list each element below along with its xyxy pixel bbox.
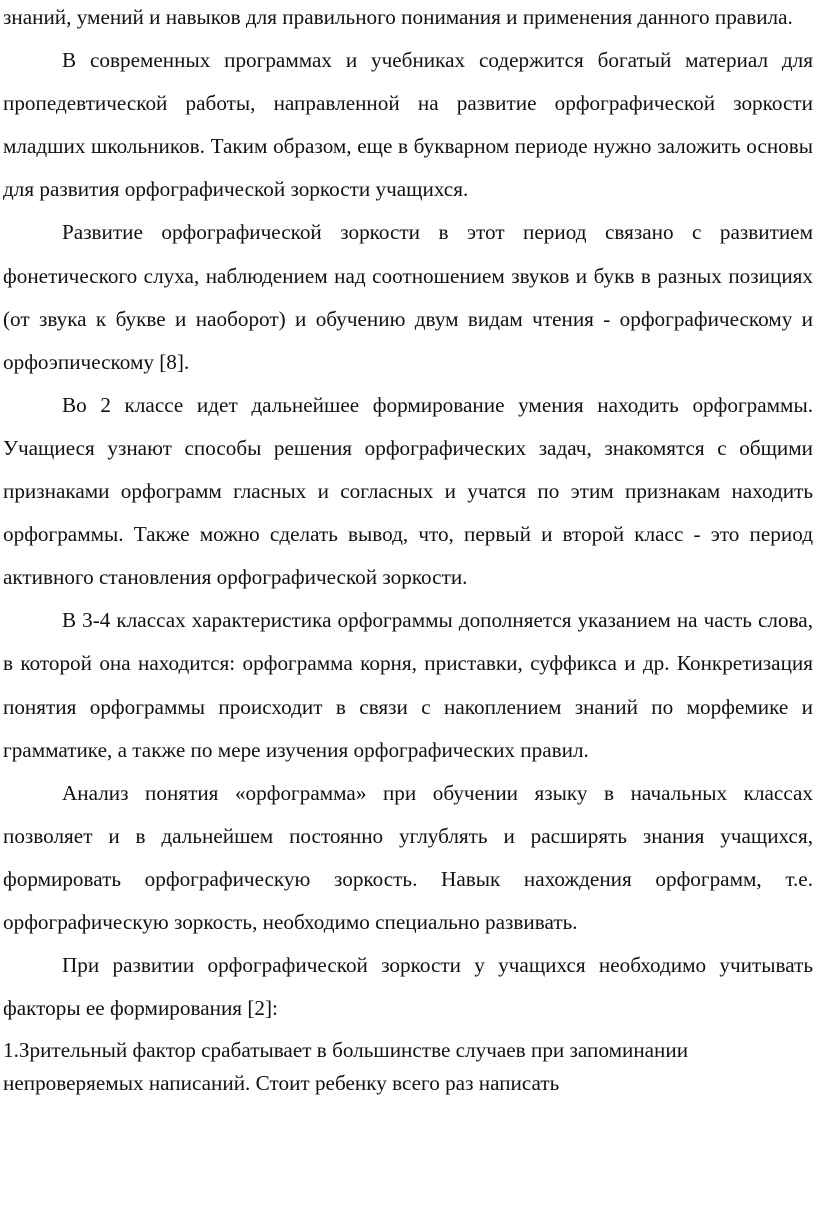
list-item: 1.Зрительный фактор срабатывает в большинстве случаев при запоминании непроверяемых написаний. Стоит ребенку всего раз написать [3,1038,689,1096]
paragraph: В 3-4 классах характеристика орфограммы дополняется указанием на часть слова, в которой она находится: орфограмма корня, приставки, суффикса и др. Конкретизация понятия орфограммы происходит в связи с накоплением знаний по морфемике и грамматике, а также по мере изучения орфографических правил. [3,608,813,762]
document-body [3,0,813,1030]
paragraph: При развитии орфографической зоркости у учащихся необходимо учитывать факторы ее формирования [2]: [3,953,813,1021]
paragraph: Во 2 классе идет дальнейшее формирование умения находить орфограммы. Учащиеся узнают способы решения орфографических задач, знакомятся с общими признаками орфограмм гласных и согласных и учатся по этим признакам находить орфограммы. Также можно сделать вывод, что, первый и второй класс - это период активного становления орфографической зоркости. [3,392,813,590]
paragraph: Анализ понятия «орфограмма» при обучении языку в начальных классах позволяет и в дальнейшем постоянно углублять и расширять знания учащихся, формировать орфографическую зоркость. Навык нахождения орфограмм, т.е. орфографическую зоркость, необходимо специально развивать. [3,780,813,934]
paragraph: знаний, умений и навыков для правильного понимания и применения данного правила. [3,5,793,29]
paragraph: Развитие орфографической зоркости в этот период связано с развитием фонетического слуха, наблюдением над соотношением звуков и букв в разных позициях (от звука к букве и наоборот) и обучению двум видам чтения - орфографическому и орфоэпическому [8]. [3,220,813,374]
numbered-list [3,1034,813,1100]
paragraph: В современных программах и учебниках содержится богатый материал для пропедевтической работы, направленной на развитие орфографической зоркости младших школьников. Таким образом, еще в букварном периоде нужно заложить основы для развития орфографической зоркости учащихся. [3,48,813,202]
